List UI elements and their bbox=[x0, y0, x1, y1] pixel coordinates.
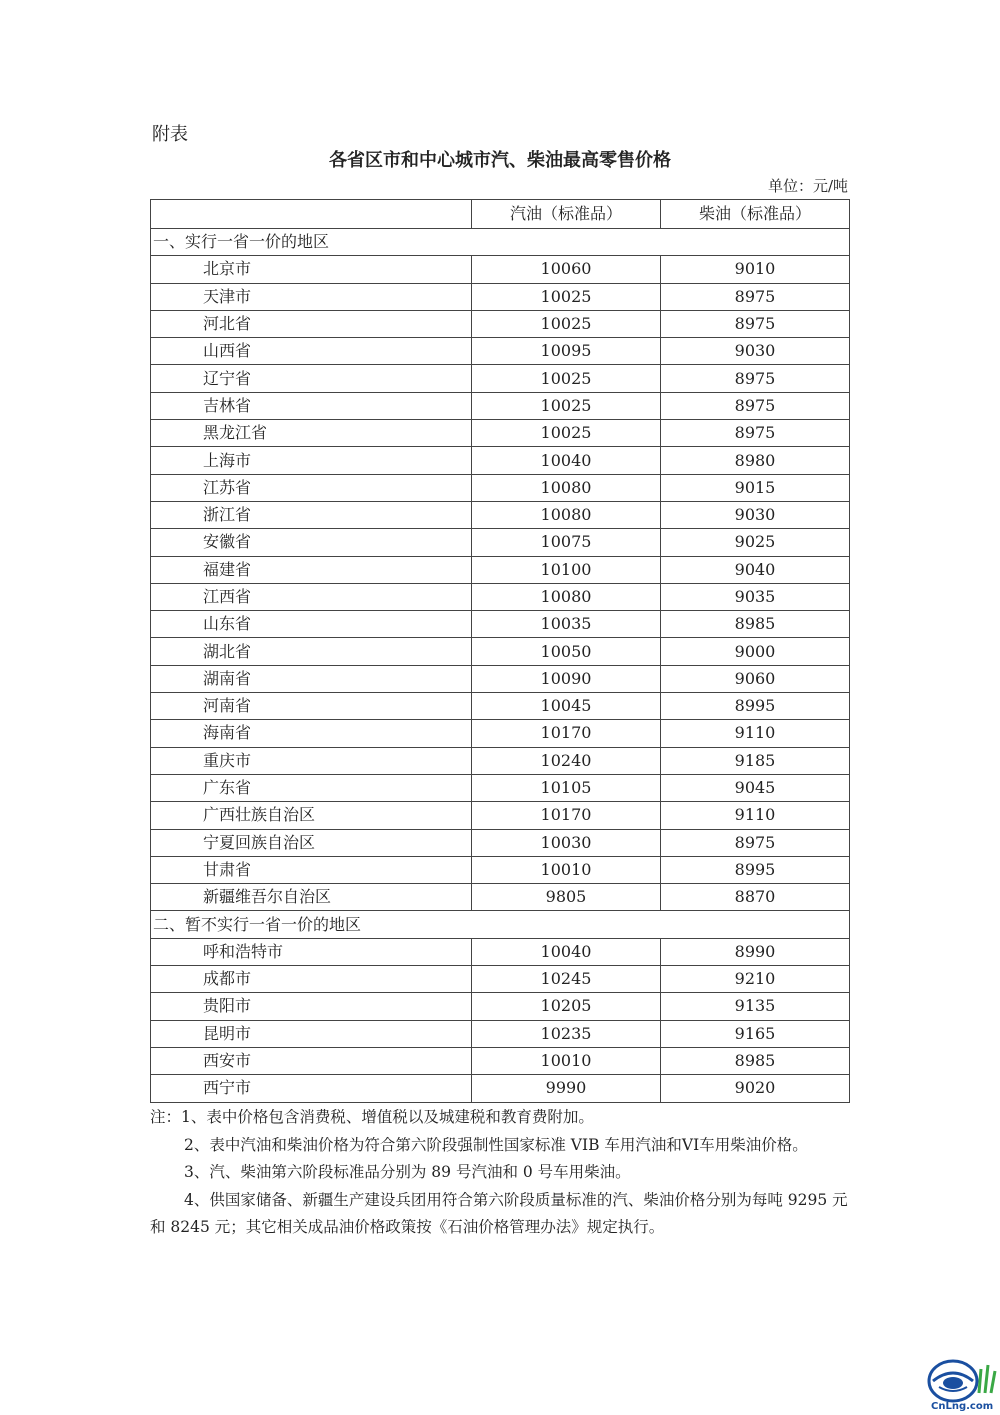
attachment-label: 附表 bbox=[152, 124, 188, 145]
region-cell: 辽宁省 bbox=[151, 365, 472, 392]
section-1-label: 一、实行一省一价的地区 bbox=[151, 229, 850, 256]
table-row bbox=[151, 474, 850, 501]
region-cell: 贵阳市 bbox=[151, 993, 472, 1020]
gasoline-cell: 10040 bbox=[472, 938, 661, 965]
price-table bbox=[150, 199, 850, 1103]
section-1-row bbox=[151, 229, 850, 256]
gasoline-cell: 10245 bbox=[472, 966, 661, 993]
table-row bbox=[151, 365, 850, 392]
region-cell: 河南省 bbox=[151, 693, 472, 720]
diesel-cell: 9000 bbox=[661, 638, 850, 665]
region-cell: 甘肃省 bbox=[151, 856, 472, 883]
gasoline-cell: 10040 bbox=[472, 447, 661, 474]
diesel-cell: 8985 bbox=[661, 1047, 850, 1074]
gasoline-cell: 10080 bbox=[472, 501, 661, 528]
diesel-cell: 9020 bbox=[661, 1075, 850, 1102]
region-cell: 呼和浩特市 bbox=[151, 938, 472, 965]
diesel-cell: 8975 bbox=[661, 365, 850, 392]
notes bbox=[150, 1104, 850, 1242]
region-cell: 天津市 bbox=[151, 283, 472, 310]
gasoline-cell: 9805 bbox=[472, 884, 661, 911]
diesel-cell: 8975 bbox=[661, 310, 850, 337]
region-cell: 重庆市 bbox=[151, 747, 472, 774]
diesel-cell: 9040 bbox=[661, 556, 850, 583]
gasoline-cell: 10025 bbox=[472, 392, 661, 419]
region-cell: 福建省 bbox=[151, 556, 472, 583]
table-row bbox=[151, 993, 850, 1020]
gasoline-cell: 10010 bbox=[472, 856, 661, 883]
table-row bbox=[151, 447, 850, 474]
gasoline-cell: 10105 bbox=[472, 774, 661, 801]
table-row bbox=[151, 392, 850, 419]
table-row bbox=[151, 747, 850, 774]
diesel-cell: 8995 bbox=[661, 693, 850, 720]
diesel-cell: 9030 bbox=[661, 338, 850, 365]
table-row bbox=[151, 966, 850, 993]
region-cell: 北京市 bbox=[151, 256, 472, 283]
gasoline-cell: 10080 bbox=[472, 583, 661, 610]
region-cell: 湖南省 bbox=[151, 665, 472, 692]
diesel-cell: 9110 bbox=[661, 802, 850, 829]
diesel-cell: 8990 bbox=[661, 938, 850, 965]
unit-label: 单位：元/吨 bbox=[767, 177, 848, 195]
diesel-cell: 9210 bbox=[661, 966, 850, 993]
gasoline-cell: 10025 bbox=[472, 420, 661, 447]
table-row bbox=[151, 529, 850, 556]
diesel-cell: 8980 bbox=[661, 447, 850, 474]
table-row bbox=[151, 420, 850, 447]
gasoline-cell: 10095 bbox=[472, 338, 661, 365]
region-cell: 昆明市 bbox=[151, 1020, 472, 1047]
section-2-row bbox=[151, 911, 850, 938]
region-cell: 广西壮族自治区 bbox=[151, 802, 472, 829]
table-row bbox=[151, 774, 850, 801]
gasoline-cell: 10025 bbox=[472, 310, 661, 337]
diesel-cell: 8995 bbox=[661, 856, 850, 883]
table-body bbox=[151, 229, 850, 1103]
table-row bbox=[151, 720, 850, 747]
header-gasoline: 汽油（标准品） bbox=[472, 200, 661, 229]
region-cell: 湖北省 bbox=[151, 638, 472, 665]
table-row bbox=[151, 611, 850, 638]
table-row bbox=[151, 1020, 850, 1047]
table-row bbox=[151, 1047, 850, 1074]
diesel-cell: 9045 bbox=[661, 774, 850, 801]
gasoline-cell: 10240 bbox=[472, 747, 661, 774]
diesel-cell: 9135 bbox=[661, 993, 850, 1020]
diesel-cell: 9010 bbox=[661, 256, 850, 283]
gasoline-cell: 10035 bbox=[472, 611, 661, 638]
diesel-cell: 9030 bbox=[661, 501, 850, 528]
region-cell: 江西省 bbox=[151, 583, 472, 610]
region-cell: 新疆维吾尔自治区 bbox=[151, 884, 472, 911]
table-row bbox=[151, 283, 850, 310]
region-cell: 浙江省 bbox=[151, 501, 472, 528]
gasoline-cell: 10090 bbox=[472, 665, 661, 692]
table-row bbox=[151, 938, 850, 965]
note-3: 3、汽、柴油第六阶段标准品分别为 89 号汽油和 0 号车用柴油。 bbox=[184, 1163, 631, 1181]
section-2-label: 二、暂不实行一省一价的地区 bbox=[151, 911, 850, 938]
table-row bbox=[151, 665, 850, 692]
gasoline-cell: 10050 bbox=[472, 638, 661, 665]
header-region bbox=[151, 200, 472, 229]
gasoline-cell: 10010 bbox=[472, 1047, 661, 1074]
table-row bbox=[151, 556, 850, 583]
gasoline-cell: 10235 bbox=[472, 1020, 661, 1047]
gasoline-cell: 10045 bbox=[472, 693, 661, 720]
diesel-cell: 9185 bbox=[661, 747, 850, 774]
gasoline-cell: 10030 bbox=[472, 829, 661, 856]
diesel-cell: 9060 bbox=[661, 665, 850, 692]
diesel-cell: 8870 bbox=[661, 884, 850, 911]
region-cell: 宁夏回族自治区 bbox=[151, 829, 472, 856]
table-row bbox=[151, 310, 850, 337]
gasoline-cell: 10075 bbox=[472, 529, 661, 556]
diesel-cell: 8975 bbox=[661, 829, 850, 856]
region-cell: 西安市 bbox=[151, 1047, 472, 1074]
region-cell: 成都市 bbox=[151, 966, 472, 993]
header-diesel: 柴油（标准品） bbox=[661, 200, 850, 229]
region-cell: 山东省 bbox=[151, 611, 472, 638]
table-row bbox=[151, 583, 850, 610]
gasoline-cell: 10100 bbox=[472, 556, 661, 583]
diesel-cell: 8985 bbox=[661, 611, 850, 638]
diesel-cell: 8975 bbox=[661, 283, 850, 310]
region-cell: 山西省 bbox=[151, 338, 472, 365]
gasoline-cell: 10170 bbox=[472, 720, 661, 747]
region-cell: 河北省 bbox=[151, 310, 472, 337]
diesel-cell: 8975 bbox=[661, 392, 850, 419]
page-title: 各省区市和中心城市汽、柴油最高零售价格 bbox=[329, 150, 671, 171]
table-row bbox=[151, 884, 850, 911]
diesel-cell: 9165 bbox=[661, 1020, 850, 1047]
table-row bbox=[151, 693, 850, 720]
table-row bbox=[151, 501, 850, 528]
table-row bbox=[151, 338, 850, 365]
diesel-cell: 9015 bbox=[661, 474, 850, 501]
table-header-row bbox=[151, 200, 850, 229]
gasoline-cell: 10060 bbox=[472, 256, 661, 283]
gasoline-cell: 10025 bbox=[472, 283, 661, 310]
gasoline-cell: 10025 bbox=[472, 365, 661, 392]
region-cell: 黑龙江省 bbox=[151, 420, 472, 447]
gasoline-cell: 10170 bbox=[472, 802, 661, 829]
region-cell: 海南省 bbox=[151, 720, 472, 747]
note-4: 4、供国家储备、新疆生产建设兵团用符合第六阶段质量标准的汽、柴油价格分别为每吨 9295 元和 8245 元；其它相关成品油价格政策按《石油价格管理办法》规定执行。 bbox=[150, 1190, 848, 1236]
table-row bbox=[151, 856, 850, 883]
diesel-cell: 8975 bbox=[661, 420, 850, 447]
diesel-cell: 9110 bbox=[661, 720, 850, 747]
table-row bbox=[151, 256, 850, 283]
table-row bbox=[151, 829, 850, 856]
note-1: 注：1、表中价格包含消费税、增值税以及城建税和教育费附加。 bbox=[150, 1108, 594, 1126]
region-cell: 安徽省 bbox=[151, 529, 472, 556]
diesel-cell: 9025 bbox=[661, 529, 850, 556]
logo-text: CnLng.com bbox=[931, 1401, 994, 1411]
region-cell: 吉林省 bbox=[151, 392, 472, 419]
table-row bbox=[151, 802, 850, 829]
diesel-cell: 9035 bbox=[661, 583, 850, 610]
region-cell: 江苏省 bbox=[151, 474, 472, 501]
table-row bbox=[151, 1075, 850, 1102]
note-2: 2、表中汽油和柴油价格为符合第六阶段强制性国家标准 VIB 车用汽油和VI车用柴油价格。 bbox=[184, 1135, 808, 1154]
gasoline-cell: 10205 bbox=[472, 993, 661, 1020]
table-row bbox=[151, 638, 850, 665]
region-cell: 上海市 bbox=[151, 447, 472, 474]
region-cell: 广东省 bbox=[151, 774, 472, 801]
cnlng-logo-icon bbox=[925, 1355, 997, 1411]
region-cell: 西宁市 bbox=[151, 1075, 472, 1102]
gasoline-cell: 9990 bbox=[472, 1075, 661, 1102]
gasoline-cell: 10080 bbox=[472, 474, 661, 501]
